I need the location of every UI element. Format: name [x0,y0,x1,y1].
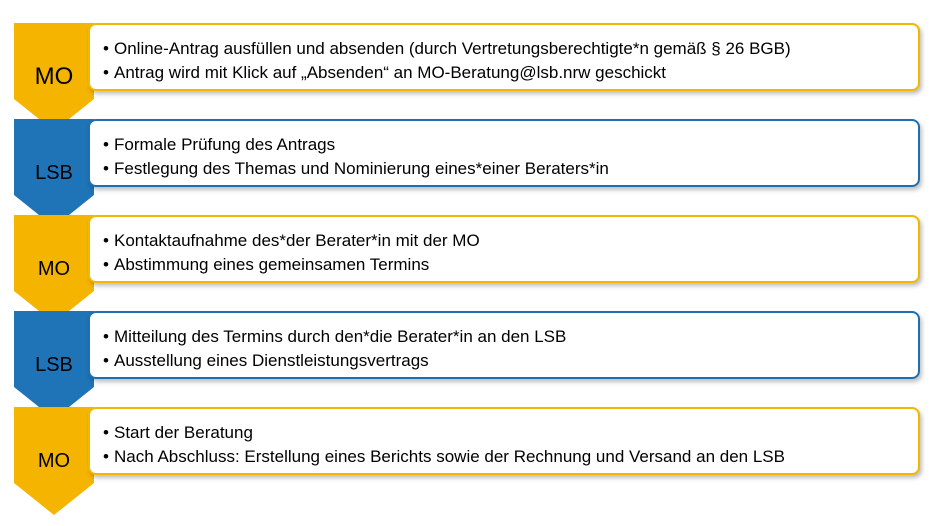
actor-label-2: LSB [35,162,73,184]
process-step-1 [0,23,943,133]
process-step-3 [0,215,943,325]
process-step-2 [0,119,943,229]
list-item: • Formale Prüfung des Antrags [103,135,336,154]
step-bullets-5 [103,421,785,469]
step-bullets-2 [103,133,609,181]
list-item: • Festlegung des Themas und Nominierung eines*einer Beraters*in [103,159,609,178]
step-bullets-1 [103,37,791,85]
step-bullets-4 [103,325,566,373]
step-panel-1 [88,23,920,91]
actor-label-3: MO [37,258,71,280]
process-step-4 [0,311,943,421]
list-item: • Nach Abschluss: Erstellung eines Berichts sowie der Rechnung und Versand an den LSB [103,447,785,466]
list-item: • Start der Beratung [103,423,253,442]
process-step-5 [0,407,943,517]
step-bullets-3 [103,229,480,277]
actor-label-5: MO [37,450,71,472]
actor-label-4: LSB [35,354,73,376]
step-panel-5 [88,407,920,475]
list-item: • Ausstellung eines Dienstleistungsvertrags [103,351,429,370]
list-item: • Online-Antrag ausfüllen und absenden (durch Vertretungsberechtigte*n gemäß § 26 BGB) [103,39,791,58]
list-item: • Abstimmung eines gemeinsamen Termins [103,255,430,274]
list-item: • Mitteilung des Termins durch den*die Berater*in an den LSB [103,327,567,346]
list-item: • Kontaktaufnahme des*der Berater*in mit der MO [103,231,480,250]
list-item: • Antrag wird mit Klick auf „Absenden“ an MO-Beratung@lsb.nrw geschickt [103,63,667,82]
actor-label-1: MO [34,63,74,90]
step-panel-2 [88,119,920,187]
step-panel-4 [88,311,920,379]
step-panel-3 [88,215,920,283]
